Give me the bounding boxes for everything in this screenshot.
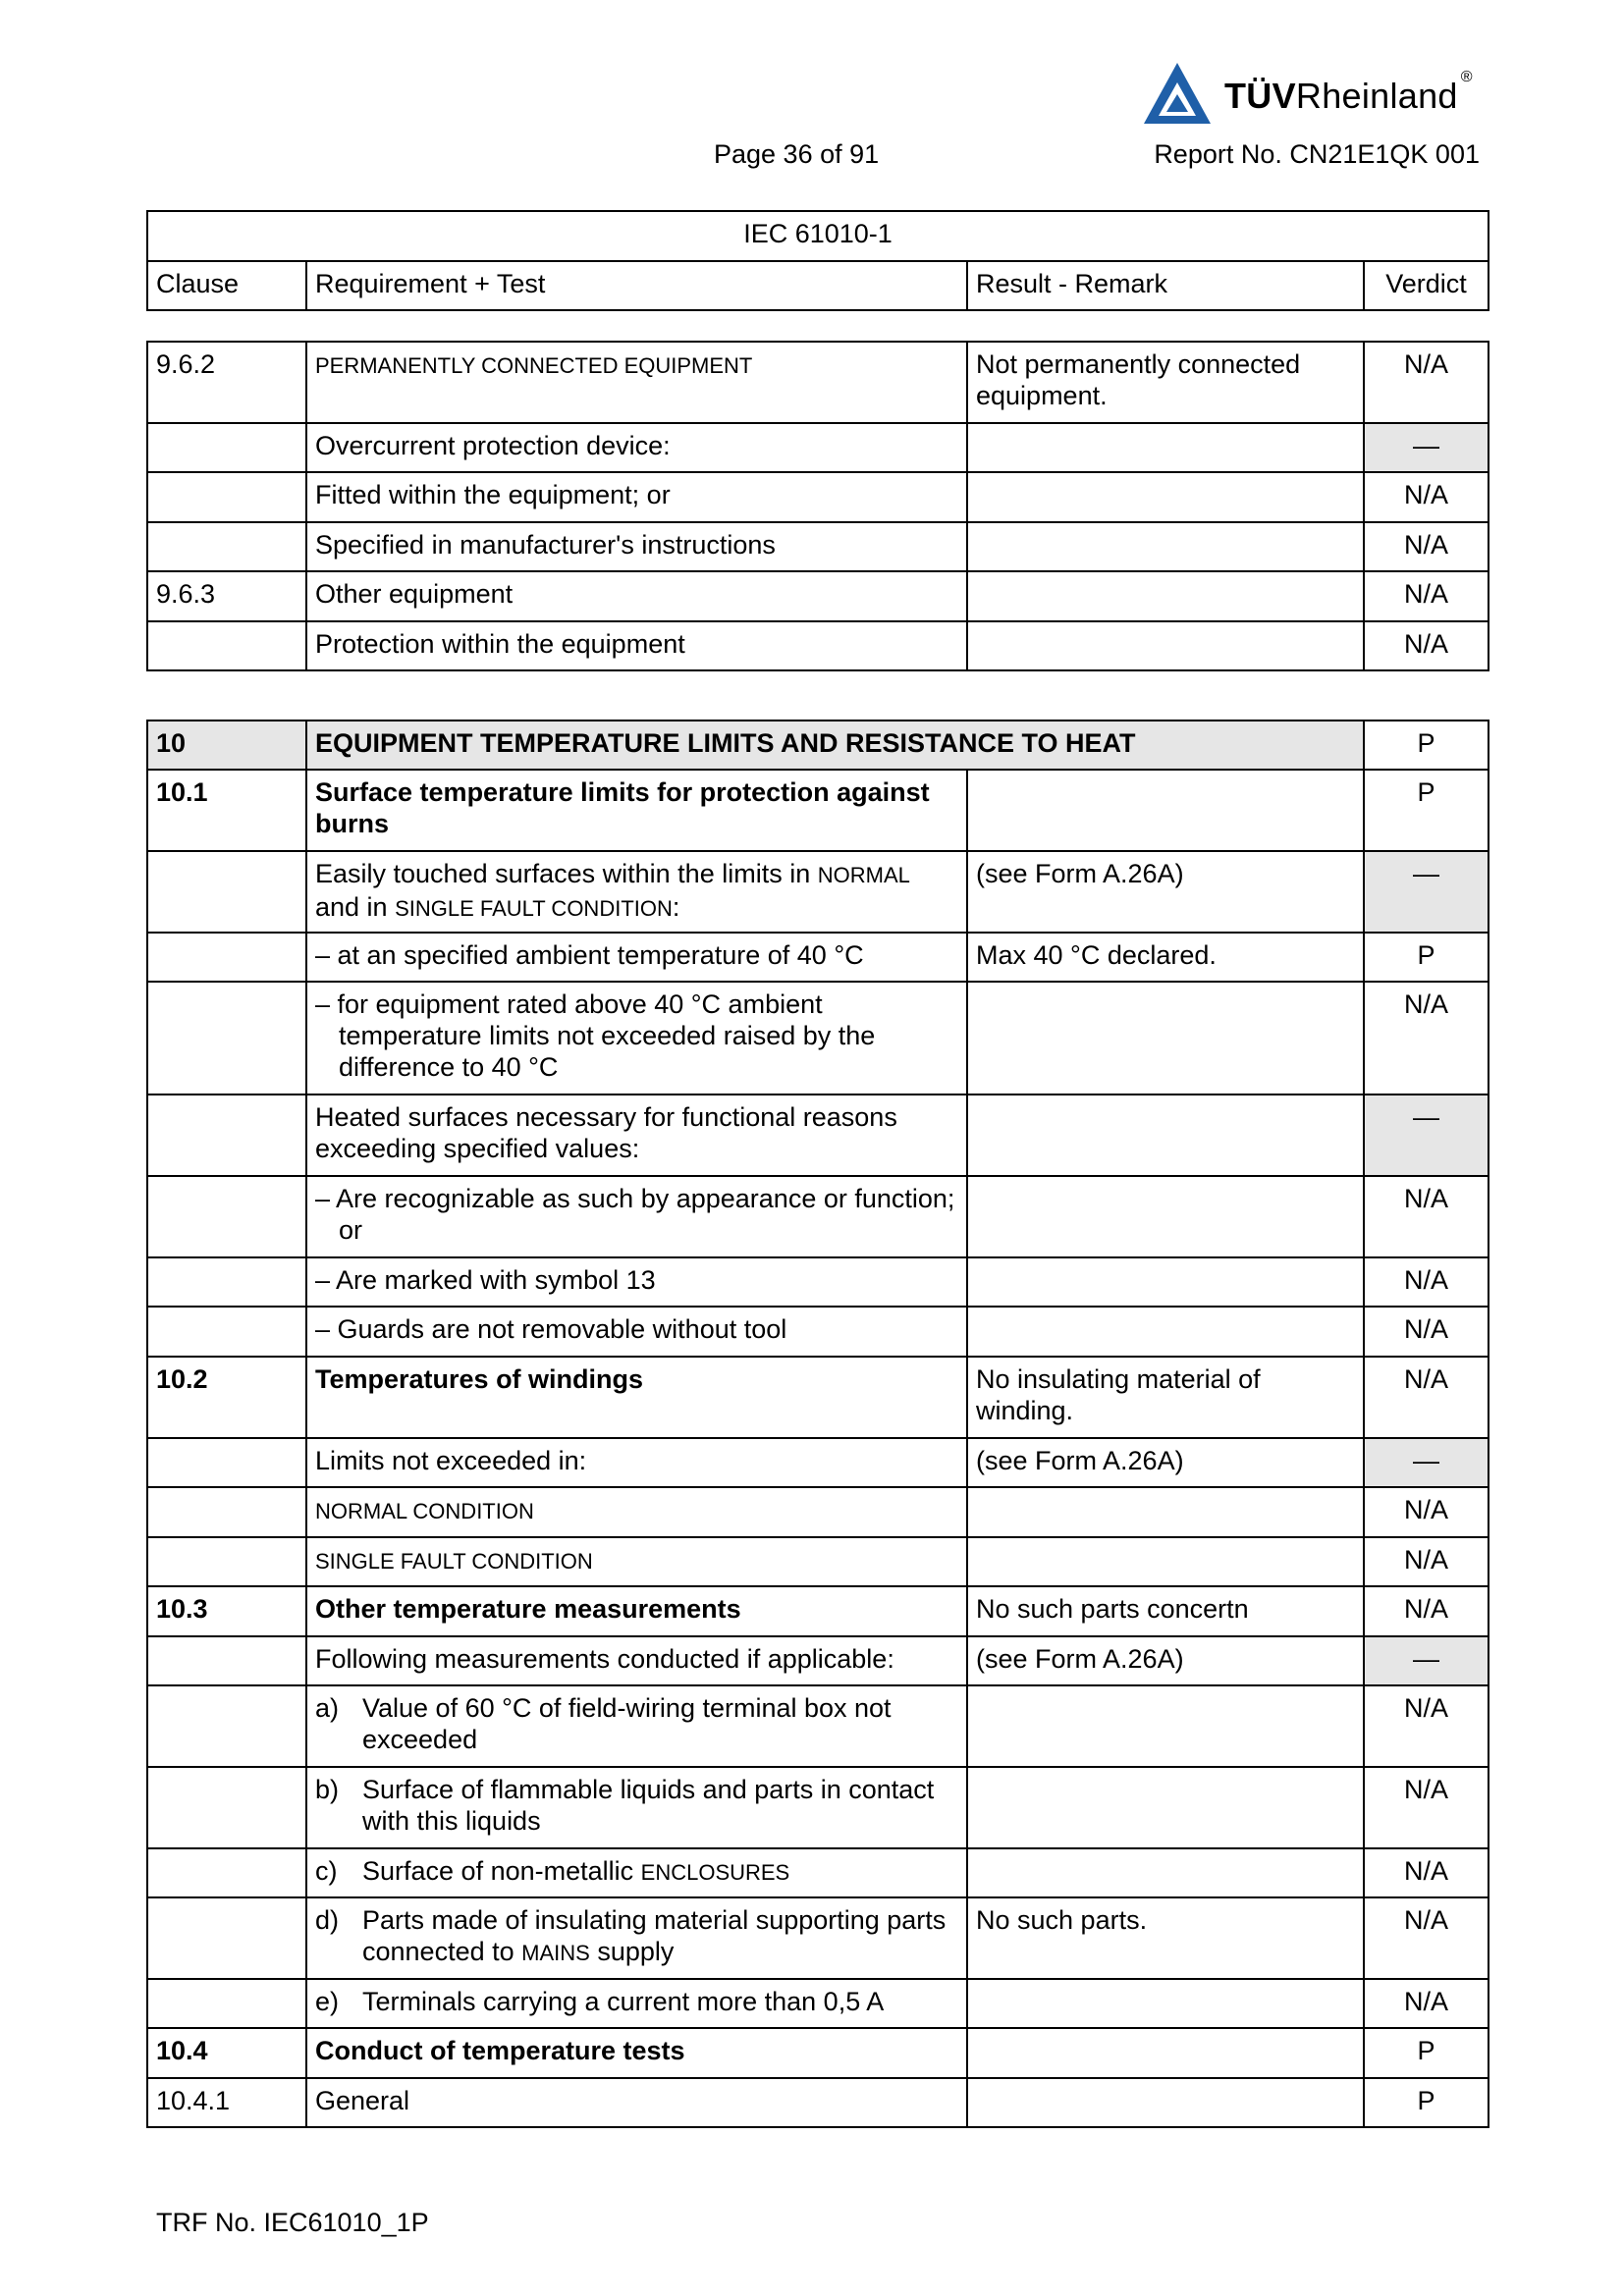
requirement-cell: Specified in manufacturer's instructions [306, 522, 967, 571]
clause-cell: 10.3 [147, 1586, 306, 1636]
trf-number: TRF No. IEC61010_1P [156, 2208, 429, 2237]
requirement-cell: – Are marked with symbol 13 [306, 1257, 967, 1307]
result-cell [967, 1487, 1364, 1537]
clause-cell [147, 472, 306, 522]
result-cell [967, 982, 1364, 1095]
table-row [147, 982, 1489, 1095]
result-cell [967, 571, 1364, 621]
requirement-cell: – for equipment rated above 40 °C ambient temperature limits not exceeded raised by the difference to 40 °C [306, 982, 967, 1095]
requirement-cell: Following measurements conducted if applicable: [306, 1636, 967, 1685]
page-number: Page 36 of 91 [714, 139, 880, 169]
table-row [147, 1257, 1489, 1307]
table-row [147, 770, 1489, 851]
requirement-cell: – Guards are not removable without tool [306, 1307, 967, 1357]
result-cell [967, 1848, 1364, 1897]
table-row [147, 621, 1489, 670]
table-row [147, 1586, 1489, 1636]
result-cell [967, 1257, 1364, 1307]
verdict-cell: N/A [1364, 522, 1489, 571]
requirement-cell: PERMANENTLY CONNECTED EQUIPMENT [306, 342, 967, 423]
table-row [147, 851, 1489, 933]
verdict-cell: N/A [1364, 1897, 1489, 1979]
verdict-cell: N/A [1364, 1979, 1489, 2028]
clause-cell [147, 1257, 306, 1307]
verdict-cell: — [1364, 1636, 1489, 1685]
table-row [147, 472, 1489, 522]
verdict-cell: N/A [1364, 621, 1489, 670]
table-row [147, 1487, 1489, 1537]
result-cell [967, 1176, 1364, 1257]
clause-cell: 10 [147, 721, 306, 770]
verdict-cell: N/A [1364, 1357, 1489, 1438]
verdict-cell: — [1364, 423, 1489, 472]
table-row [147, 1636, 1489, 1685]
col-clause-header: Clause [147, 261, 306, 310]
standard-title: IEC 61010-1 [147, 211, 1489, 261]
requirement-cell: SINGLE FAULT CONDITION [306, 1537, 967, 1586]
requirement-cell: NORMAL CONDITION [306, 1487, 967, 1537]
table-row [147, 1438, 1489, 1487]
clause-cell [147, 1095, 306, 1176]
result-cell [967, 1979, 1364, 2028]
table-row [147, 2078, 1489, 2127]
clause-cell [147, 1685, 306, 1767]
requirement-cell: Other equipment [306, 571, 967, 621]
table-row [147, 1176, 1489, 1257]
clause-10-table [146, 720, 1489, 2128]
table-row [147, 1357, 1489, 1438]
requirement-cell: Conduct of temperature tests [306, 2028, 967, 2078]
requirement-cell: b) Surface of flammable liquids and parts in contact with this liquids [306, 1767, 967, 1848]
requirement-cell: Protection within the equipment [306, 621, 967, 670]
result-cell: (see Form A.26A) [967, 851, 1364, 933]
result-cell: No such parts. [967, 1897, 1364, 1979]
clause-cell: 10.1 [147, 770, 306, 851]
verdict-cell: N/A [1364, 1767, 1489, 1848]
requirement-cell: Fitted within the equipment; or [306, 472, 967, 522]
verdict-cell: N/A [1364, 1257, 1489, 1307]
tuv-triangle-icon [1142, 61, 1213, 126]
clause-cell [147, 522, 306, 571]
verdict-cell: N/A [1364, 472, 1489, 522]
clause-cell: 9.6.2 [147, 342, 306, 423]
result-cell [967, 522, 1364, 571]
requirement-cell: Overcurrent protection device: [306, 423, 967, 472]
clause-cell [147, 1848, 306, 1897]
table-row [147, 342, 1489, 423]
clause-cell [147, 1636, 306, 1685]
table-row [147, 571, 1489, 621]
report-number: Report No. CN21E1QK 001 [1154, 139, 1480, 169]
result-cell [967, 1537, 1364, 1586]
brand-name: TÜVRheinland ® [1224, 69, 1473, 116]
clause-cell [147, 982, 306, 1095]
table-row [147, 1767, 1489, 1848]
verdict-cell: N/A [1364, 1487, 1489, 1537]
result-cell: (see Form A.26A) [967, 1438, 1364, 1487]
requirement-cell: Heated surfaces necessary for functional reasons exceeding specified values: [306, 1095, 967, 1176]
standard-header-table [146, 210, 1489, 311]
verdict-cell: — [1364, 1095, 1489, 1176]
table-row [147, 1897, 1489, 1979]
clause-cell [147, 1307, 306, 1357]
verdict-cell: N/A [1364, 1176, 1489, 1257]
result-cell: No such parts concertn [967, 1586, 1364, 1636]
clause-cell: 10.2 [147, 1357, 306, 1438]
table-row [147, 1979, 1489, 2028]
table-row [147, 1307, 1489, 1357]
requirement-cell: c) Surface of non-metallic ENCLOSURES [306, 1848, 967, 1897]
result-cell: No insulating material of winding. [967, 1357, 1364, 1438]
requirement-cell: Temperatures of windings [306, 1357, 967, 1438]
table-row [147, 423, 1489, 472]
clause-cell: 9.6.3 [147, 571, 306, 621]
requirement-cell: e) Terminals carrying a current more than 0,5 A [306, 1979, 967, 2028]
verdict-cell: P [1364, 721, 1489, 770]
requirement-cell: a) Value of 60 °C of field-wiring terminal box not exceeded [306, 1685, 967, 1767]
result-cell [967, 2028, 1364, 2078]
clause-cell [147, 621, 306, 670]
table-row [147, 1537, 1489, 1586]
table-row [147, 2028, 1489, 2078]
result-cell [967, 2078, 1364, 2127]
clause-cell [147, 1767, 306, 1848]
verdict-cell: — [1364, 851, 1489, 933]
clause-cell [147, 1438, 306, 1487]
result-cell [967, 1095, 1364, 1176]
verdict-cell: N/A [1364, 571, 1489, 621]
result-cell [967, 1685, 1364, 1767]
table-row [147, 1685, 1489, 1767]
verdict-cell: N/A [1364, 1537, 1489, 1586]
verdict-cell: N/A [1364, 982, 1489, 1095]
result-cell: Not permanently connected equipment. [967, 342, 1364, 423]
clause-cell: 10.4.1 [147, 2078, 306, 2127]
clause-cell [147, 851, 306, 933]
clause-cell [147, 1897, 306, 1979]
result-cell [967, 1767, 1364, 1848]
table-row [147, 1848, 1489, 1897]
col-result-header: Result - Remark [967, 261, 1364, 310]
requirement-cell: General [306, 2078, 967, 2127]
clause-9-table [146, 341, 1489, 671]
requirement-cell: Surface temperature limits for protection against burns [306, 770, 967, 851]
verdict-cell: P [1364, 770, 1489, 851]
verdict-cell: — [1364, 1438, 1489, 1487]
verdict-cell: P [1364, 2078, 1489, 2127]
section-title: EQUIPMENT TEMPERATURE LIMITS AND RESISTANCE TO HEAT [306, 721, 1364, 770]
result-cell [967, 770, 1364, 851]
tuv-rheinland-logo [1142, 61, 1491, 130]
requirement-cell: Easily touched surfaces within the limits in NORMAL and in SINGLE FAULT CONDITION: [306, 851, 967, 933]
clause-cell [147, 1537, 306, 1586]
result-cell: Max 40 °C declared. [967, 933, 1364, 982]
table-row [147, 522, 1489, 571]
result-cell: (see Form A.26A) [967, 1636, 1364, 1685]
result-cell [967, 423, 1364, 472]
table-row [147, 933, 1489, 982]
verdict-cell: P [1364, 2028, 1489, 2078]
requirement-cell: – Are recognizable as such by appearance or function; or [306, 1176, 967, 1257]
table-row [147, 721, 1489, 770]
clause-cell [147, 1979, 306, 2028]
requirement-cell: d) Parts made of insulating material supporting parts connected to MAINS supply [306, 1897, 967, 1979]
verdict-cell: N/A [1364, 1848, 1489, 1897]
verdict-cell: N/A [1364, 1307, 1489, 1357]
clause-cell [147, 1487, 306, 1537]
verdict-cell: P [1364, 933, 1489, 982]
col-verdict-header: Verdict [1364, 261, 1489, 310]
clause-cell: 10.4 [147, 2028, 306, 2078]
clause-cell [147, 933, 306, 982]
verdict-cell: N/A [1364, 1685, 1489, 1767]
clause-cell [147, 1176, 306, 1257]
requirement-cell: Limits not exceeded in: [306, 1438, 967, 1487]
col-requirement-header: Requirement + Test [306, 261, 967, 310]
result-cell [967, 621, 1364, 670]
verdict-cell: N/A [1364, 1586, 1489, 1636]
requirement-cell: – at an specified ambient temperature of 40 °C [306, 933, 967, 982]
verdict-cell: N/A [1364, 342, 1489, 423]
clause-cell [147, 423, 306, 472]
result-cell [967, 472, 1364, 522]
result-cell [967, 1307, 1364, 1357]
table-row [147, 1095, 1489, 1176]
requirement-cell: Other temperature measurements [306, 1586, 967, 1636]
